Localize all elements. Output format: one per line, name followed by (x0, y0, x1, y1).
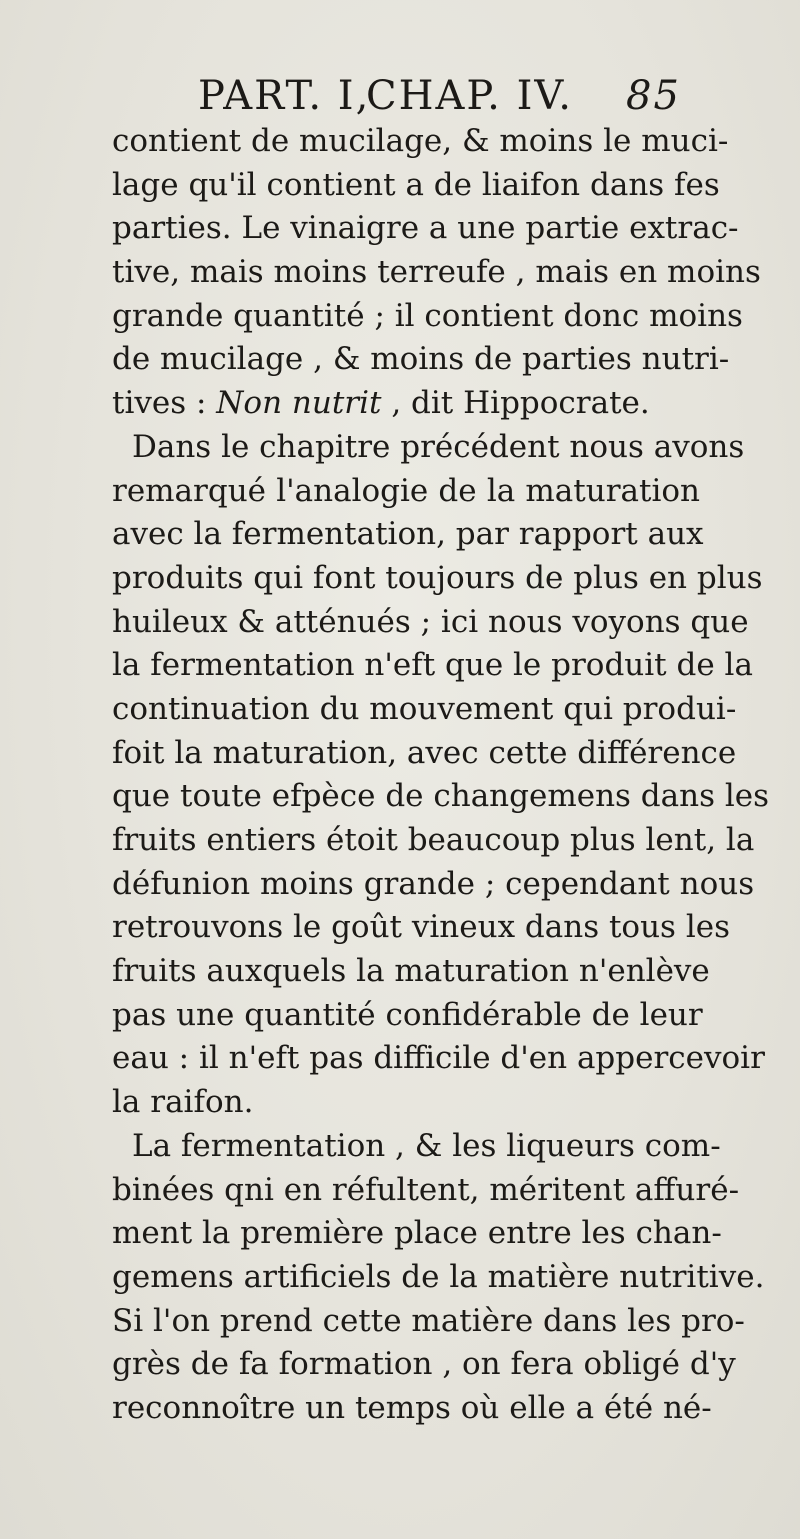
text-line: binées qni en réfultent, méritent affuré- (112, 1171, 740, 1208)
text-line: continuation du mouvement qui produi- (112, 690, 737, 727)
text-line: avec la fermentation, par rapport aux (112, 516, 704, 553)
header-chapter: CHAP. IV. (366, 73, 574, 119)
text-line: contient de mucilage, & moins le muci- (112, 123, 729, 159)
text-line: fruits entiers étoit beaucoup plus lent, la (112, 822, 755, 858)
text-line: reconnoître un temps où elle a été né- (112, 1389, 712, 1426)
text-line: foit la maturation, avec cette différence (112, 734, 737, 771)
text-line: la fermentation n'eft que le produit de la (112, 647, 753, 684)
text-line: eau : il n'eft pas difficile d'en appercevoir (112, 1040, 765, 1077)
italic-quote: Non nutrit (216, 385, 382, 422)
text-line: remarqué l'analogie de la maturation (112, 472, 700, 509)
text-line: retrouvons le goût vineux dans tous les (112, 909, 730, 946)
text-line: fruits auxquels la maturation n'enlève (112, 953, 710, 990)
text-line: la raifon. (112, 1084, 254, 1121)
paragraph-start-line: La fermentation , & les liqueurs com- (132, 1127, 721, 1164)
text-line: défunion moins grande ; cependant nous (112, 865, 755, 902)
running-header (198, 70, 681, 122)
paragraph-start-line: Dans le chapitre précédent nous avons (132, 428, 745, 465)
header-part: PART. I, (198, 73, 371, 119)
text-line: tive, mais moins terreufe , mais en moins (112, 254, 761, 291)
text-line: que toute efpèce de changemens dans les (112, 778, 770, 815)
page-number: 85 (626, 73, 681, 119)
text-line: huileux & atténués ; ici nous voyons que (112, 603, 749, 640)
text-line: gemens artificiels de la matière nutritive. (112, 1258, 765, 1295)
text-line: produits qui font toujours de plus en plus (112, 559, 763, 596)
text-line: de mucilage , & moins de parties nutri- (112, 341, 730, 378)
text-line: tives : Non nutrit , dit Hippocrate. (112, 385, 650, 422)
body-text (112, 120, 770, 1431)
text-line: lage qu'il contient a de liaifon dans fes (112, 166, 720, 203)
text-line: ment la première place entre les chan- (112, 1215, 722, 1252)
text-line: parties. Le vinaigre a une partie extrac- (112, 210, 739, 247)
text-line: grès de fa formation , on fera obligé d'y (112, 1346, 736, 1383)
text-line: Si l'on prend cette matière dans les pro- (112, 1302, 745, 1339)
text-line: pas une quantité confidérable de leur (112, 996, 703, 1033)
text-line: grande quantité ; il contient donc moins (112, 297, 743, 334)
